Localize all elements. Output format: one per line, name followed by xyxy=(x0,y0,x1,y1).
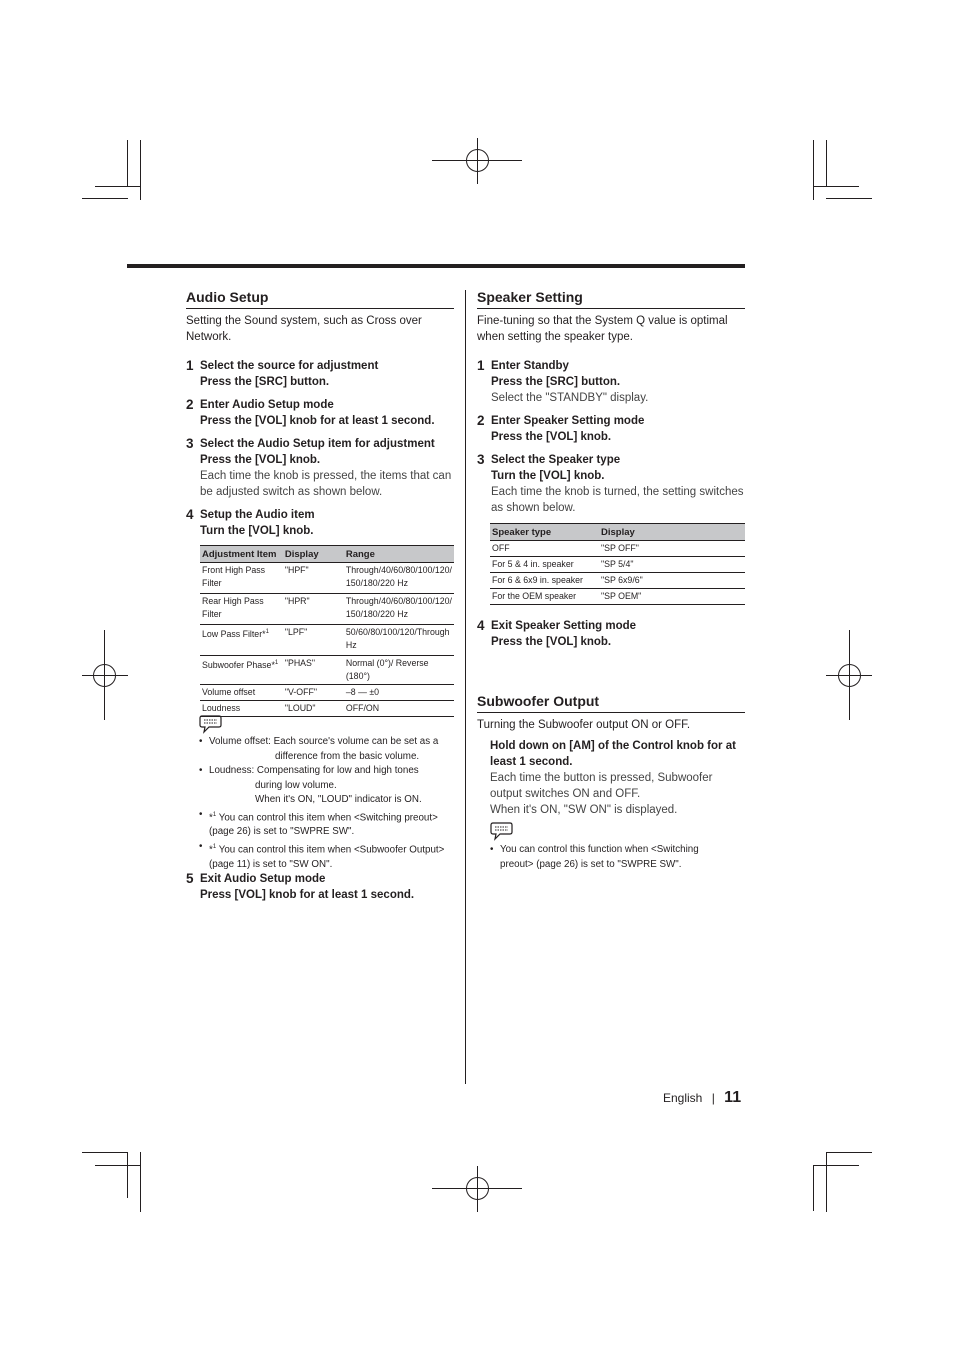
table-cell: "HPF" xyxy=(283,563,344,594)
registration-mark-icon xyxy=(466,1177,489,1200)
note-icon xyxy=(199,714,223,734)
footer-language: English xyxy=(663,1091,703,1105)
table-cell: "LOUD" xyxy=(283,701,344,717)
audio-step-2 xyxy=(186,397,454,429)
speaker-setting-title: Speaker Setting xyxy=(477,288,745,309)
step-number: 2 xyxy=(477,413,485,428)
page-footer xyxy=(663,1089,753,1107)
crop-mark-icon xyxy=(82,1152,128,1153)
speaker-setting-intro: Fine-tuning so that the System Q value is optimal when setting the speaker type. xyxy=(477,315,728,343)
table-cell: Through/40/60/80/100/120/ 150/180/220 Hz xyxy=(344,563,454,594)
step-number: 1 xyxy=(186,358,194,373)
page-number: 11 xyxy=(724,1089,742,1106)
footer-separator: | xyxy=(711,1091,715,1105)
table-row xyxy=(200,563,454,594)
crop-mark-icon xyxy=(826,1152,827,1212)
crop-mark-icon xyxy=(140,1152,141,1212)
step-title: Enter Standby xyxy=(491,360,569,372)
table-header: Display xyxy=(283,546,344,563)
note-text: Volume offset: Each source's volume can be set as a xyxy=(209,736,439,747)
registration-mark-icon xyxy=(466,149,489,172)
table-cell: "V-OFF" xyxy=(283,685,344,701)
step-action: Press the [VOL] knob. xyxy=(491,431,612,443)
note-text: during low volume. xyxy=(255,779,337,791)
table-header-row xyxy=(490,524,745,541)
step-number: 3 xyxy=(186,436,194,451)
speaker-step-1 xyxy=(477,358,745,406)
step-action: Press [VOL] knob for at least 1 second. xyxy=(200,889,415,901)
step-number: 4 xyxy=(477,618,485,633)
speaker-type-table xyxy=(490,523,745,605)
footnote-marker: 1 xyxy=(212,811,217,818)
table-cell: "PHAS" xyxy=(283,656,344,685)
header-rule xyxy=(127,264,745,268)
table-cell xyxy=(200,625,283,656)
note-text: You can control this item when <Switching preout> (page 26) is set to "SWPRE SW". xyxy=(209,811,438,838)
step-description: Each time the button is pressed, Subwoofer output switches ON and OFF. xyxy=(490,772,713,800)
audio-setup-intro: Setting the Sound system, such as Cross over Network. xyxy=(186,315,422,343)
table-cell: "HPR" xyxy=(283,594,344,625)
table-row xyxy=(200,685,454,701)
crop-mark-icon xyxy=(813,1165,814,1211)
audio-setup-title: Audio Setup xyxy=(186,288,454,309)
table-cell: Normal (0°)/ Reverse (180°) xyxy=(344,656,454,685)
note-star: * xyxy=(209,811,213,823)
table-header-row xyxy=(200,546,454,563)
adjustment-item: Loudness xyxy=(202,703,241,713)
table-cell: OFF/ON xyxy=(344,701,454,717)
crop-mark-icon xyxy=(813,140,814,200)
table-cell: For 5 & 4 in. speaker xyxy=(490,557,599,573)
step-number: 2 xyxy=(186,397,194,412)
column-divider xyxy=(465,290,466,1084)
table-cell: Through/40/60/80/100/120/ 150/180/220 Hz xyxy=(344,594,454,625)
note-icon xyxy=(490,821,514,841)
crop-mark-icon xyxy=(826,1152,872,1153)
adjustment-item: Subwoofer Phase* xyxy=(202,659,275,670)
step-number: 3 xyxy=(477,452,485,467)
footnote-marker: 1 xyxy=(274,660,279,666)
speaker-step-2 xyxy=(477,413,745,445)
step-title: Select the Audio Setup item for adjustment xyxy=(200,438,435,450)
step-action: Press the [SRC] button. xyxy=(200,376,330,388)
registration-mark-icon xyxy=(93,664,116,687)
footnote-marker: 1 xyxy=(265,629,269,635)
table-row xyxy=(490,589,745,605)
crop-mark-icon xyxy=(127,1152,128,1198)
note-text: You can control this item when <Subwoofer Output> (page 11) is set to "SW ON". xyxy=(209,844,445,870)
step-title: Select the Speaker type xyxy=(491,454,621,466)
adjustment-item: Rear High Pass Filter xyxy=(202,596,264,619)
table-cell: For 6 & 6x9 in. speaker xyxy=(490,573,599,589)
audio-setup-section xyxy=(186,288,454,717)
table-row xyxy=(490,541,745,557)
note-item xyxy=(199,840,457,872)
note-item xyxy=(199,735,457,750)
adjustment-item: Front High Pass Filter xyxy=(202,565,266,588)
speaker-step-4 xyxy=(477,618,745,650)
speaker-step-3 xyxy=(477,452,745,516)
table-row xyxy=(200,625,454,656)
table-cell: OFF xyxy=(490,541,599,557)
subwoofer-output-body xyxy=(477,738,745,818)
note-item xyxy=(199,764,457,779)
note-text: Loudness: Compensating for low and high tones xyxy=(209,765,419,776)
table-cell xyxy=(200,656,283,685)
crop-mark-icon xyxy=(826,140,827,186)
adjustment-item: Volume offset xyxy=(202,687,256,697)
audio-step-5-wrap xyxy=(186,871,454,903)
audio-step-4 xyxy=(186,507,454,539)
step-title: Exit Audio Setup mode xyxy=(200,873,326,885)
step-title: Exit Speaker Setting mode xyxy=(491,620,637,632)
table-row xyxy=(200,701,454,717)
table-row xyxy=(490,573,745,589)
note-text: When it's ON, "LOUD" indicator is ON. xyxy=(255,794,422,805)
step-title: Enter Audio Setup mode xyxy=(200,399,334,411)
step-description: When it's ON, "SW ON" is displayed. xyxy=(490,804,678,816)
step-action: Press the [SRC] button. xyxy=(491,376,621,388)
table-header: Adjustment Item xyxy=(200,546,283,563)
table-header: Speaker type xyxy=(490,524,599,541)
subwoofer-output-title: Subwoofer Output xyxy=(477,692,745,713)
crop-mark-icon xyxy=(813,186,859,187)
table-cell: –8 — ±0 xyxy=(344,685,454,701)
audio-step-1 xyxy=(186,358,454,390)
table-cell: "SP 5/4" xyxy=(599,557,745,573)
table-cell: "SP OFF" xyxy=(599,541,745,557)
step-title: Setup the Audio item xyxy=(200,509,315,521)
crop-mark-icon xyxy=(826,198,872,199)
crop-mark-icon xyxy=(82,198,128,199)
audio-step-3 xyxy=(186,436,454,500)
table-cell: "SP 6x9/6" xyxy=(599,573,745,589)
crop-mark-icon xyxy=(95,1165,141,1166)
crop-mark-icon xyxy=(813,1165,859,1166)
table-header: Range xyxy=(344,546,454,563)
step-action: Turn the [VOL] knob. xyxy=(491,470,605,482)
table-cell: For the OEM speaker xyxy=(490,589,599,605)
table-row xyxy=(200,656,454,685)
step-number: 5 xyxy=(186,871,194,886)
table-cell: "LPF" xyxy=(283,625,344,656)
subwoofer-output-intro: Turning the Subwoofer output ON or OFF. xyxy=(477,719,691,731)
note-star: * xyxy=(209,844,213,856)
audio-step-5 xyxy=(186,871,454,903)
crop-mark-icon xyxy=(127,140,128,186)
note-item xyxy=(490,843,730,872)
table-cell xyxy=(200,563,283,594)
crop-mark-icon xyxy=(95,186,141,187)
step-title: Select the source for adjustment xyxy=(200,360,379,372)
step-action: Press the [VOL] knob. xyxy=(200,454,321,466)
table-cell: "SP OEM" xyxy=(599,589,745,605)
table-cell xyxy=(200,594,283,625)
note-text: difference from the basic volume. xyxy=(275,750,420,762)
note-item xyxy=(199,808,457,840)
table-row xyxy=(490,557,745,573)
step-number: 1 xyxy=(477,358,485,373)
audio-setup-notes xyxy=(199,735,457,872)
audio-setup-table xyxy=(200,545,454,717)
step-description: Each time the knob is pressed, the items that can be adjusted switch as shown below. xyxy=(200,470,452,498)
speaker-setting-section xyxy=(477,288,745,650)
crop-mark-icon xyxy=(140,140,141,200)
step-number: 4 xyxy=(186,507,194,522)
table-cell xyxy=(200,685,283,701)
step-description: Select the "STANDBY" display. xyxy=(491,392,649,404)
registration-mark-icon xyxy=(838,664,861,687)
footnote-marker: 1 xyxy=(212,843,217,850)
step-action: Press the [VOL] knob for at least 1 second. xyxy=(200,415,435,427)
subwoofer-notes xyxy=(490,843,730,872)
step-action: Hold down on [AM] of the Control knob for at least 1 second. xyxy=(490,740,736,768)
step-description: Each time the knob is turned, the setting switches as shown below. xyxy=(491,486,744,514)
table-header: Display xyxy=(599,524,745,541)
step-title: Enter Speaker Setting mode xyxy=(491,415,645,427)
table-row xyxy=(200,594,454,625)
table-cell: 50/60/80/100/120/Through Hz xyxy=(344,625,454,656)
step-action: Turn the [VOL] knob. xyxy=(200,525,314,537)
step-action: Press the [VOL] knob. xyxy=(491,636,612,648)
note-text: You can control this function when <Switching preout> (page 26) is set to "SWPRE SW". xyxy=(500,844,699,870)
adjustment-item: Low Pass Filter* xyxy=(202,628,266,639)
subwoofer-output-section xyxy=(477,692,745,818)
